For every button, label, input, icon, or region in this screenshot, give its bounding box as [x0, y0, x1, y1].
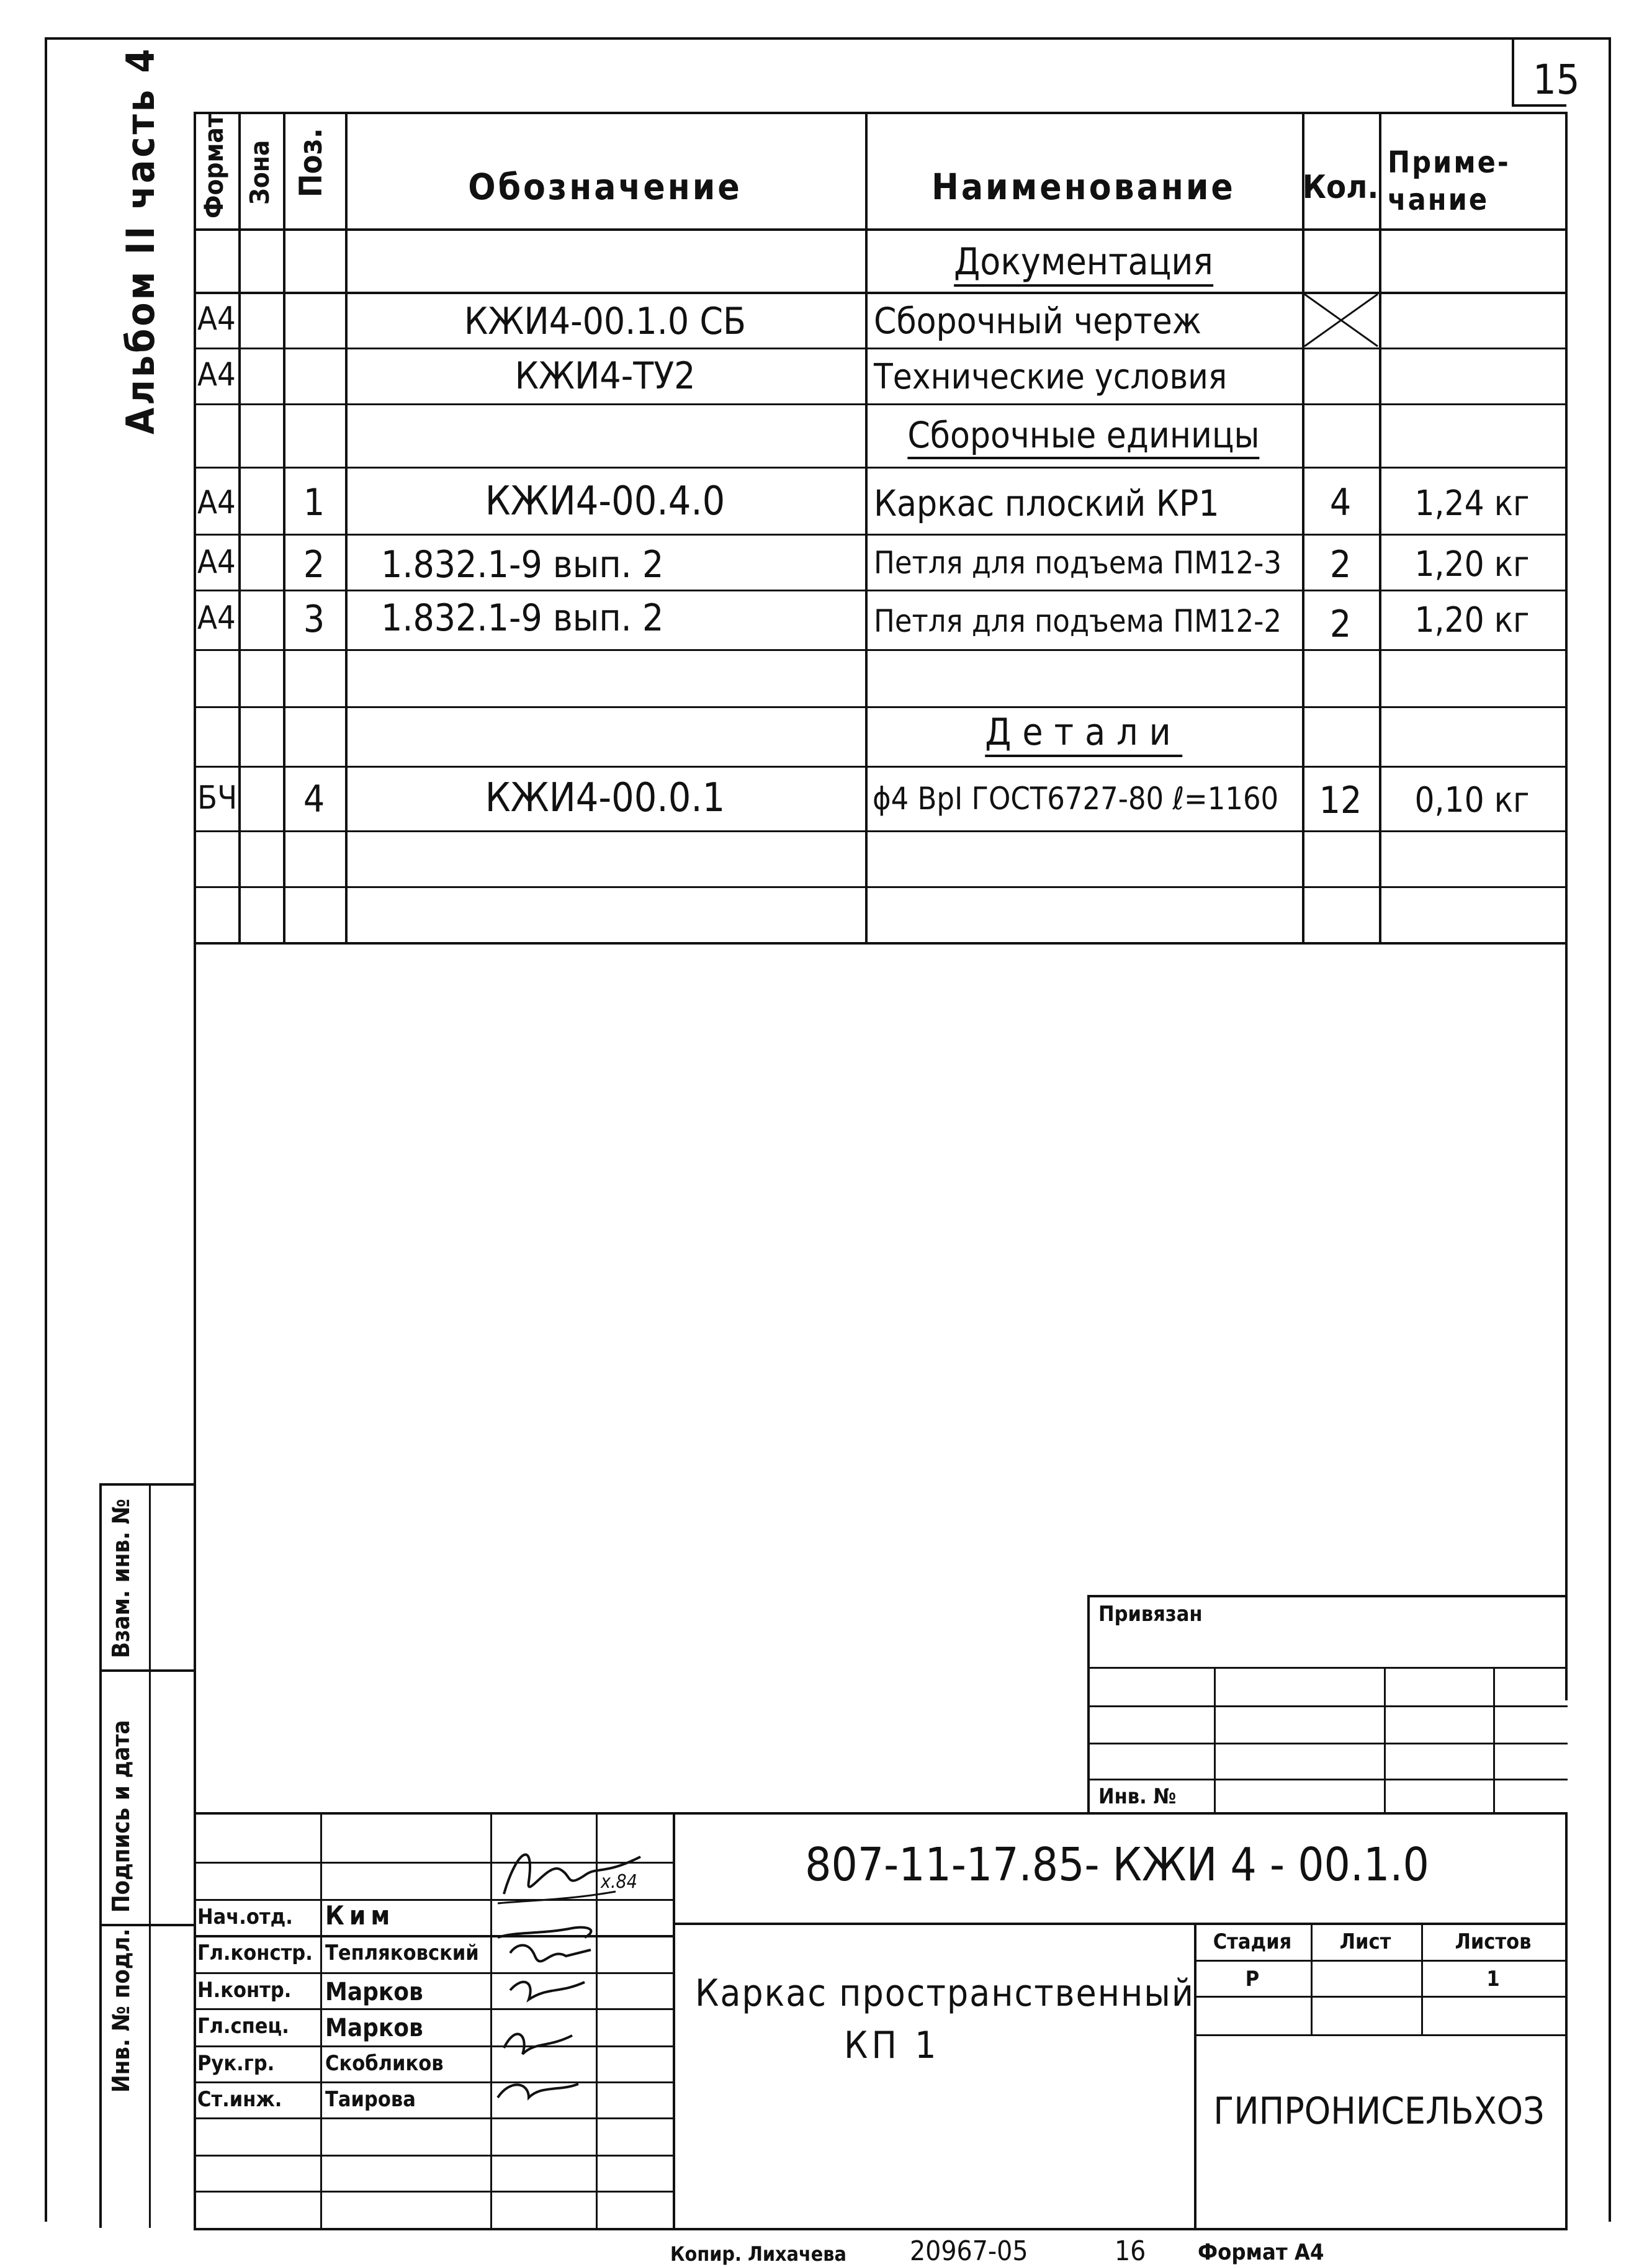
- staff-role-2: Н.контр.: [197, 1978, 292, 2003]
- row-5-format: А4: [197, 544, 236, 581]
- row-1-qty-cross: [1302, 292, 1379, 348]
- footer-copied: Копир. Лихачева: [670, 2242, 846, 2266]
- signatures: [492, 1813, 671, 2012]
- frame-top: [194, 112, 1568, 114]
- object-name-line2: КП 1: [844, 2024, 940, 2067]
- staff-role-3: Гл.спец.: [197, 2014, 289, 2039]
- staff-role-4: Рук.гр.: [197, 2051, 275, 2076]
- row-4-pos: 1: [303, 481, 325, 524]
- organization: ГИПРОНИСЕЛЬХОЗ: [1213, 2090, 1545, 2133]
- privyazan-inv-label: Инв. №: [1098, 1784, 1177, 1809]
- staff-name-3: Марков: [325, 2014, 423, 2042]
- row-6-name: Петля для подъема ПМ12-2: [874, 603, 1282, 639]
- stage-value: Р: [1245, 1967, 1260, 1991]
- row-6-format: А4: [197, 599, 236, 637]
- stage-label: Стадия: [1213, 1929, 1292, 1954]
- row-5-name: Петля для подъема ПМ12-3: [874, 545, 1282, 581]
- row-9-name: ϕ4 ВрI ГОСТ6727-80 ℓ=1160: [873, 781, 1279, 817]
- frame-left: [194, 112, 196, 2228]
- sheets-label: Листов: [1455, 1929, 1532, 1954]
- section-details: Детали: [985, 714, 1182, 757]
- row-4-qty: 4: [1329, 481, 1352, 524]
- sheet-number-box: [1512, 104, 1566, 107]
- row-6-qty: 2: [1329, 603, 1352, 646]
- row-4-designation: КЖИ4-00.4.0: [485, 478, 725, 524]
- footer-num: 16: [1115, 2235, 1146, 2267]
- staff-name-4: Скобликов: [325, 2051, 444, 2076]
- row-9-qty: 12: [1319, 779, 1362, 822]
- inv-podl-label: Инв. № подл.: [107, 1928, 135, 2093]
- footer-format: Формат А4: [1198, 2240, 1324, 2265]
- row-5-designation: 1.832.1-9 вып. 2: [381, 543, 664, 586]
- row-1-designation: КЖИ4-00.1.0 СБ: [464, 300, 747, 343]
- row-2-designation: КЖИ4-ТУ2: [514, 354, 696, 398]
- sheet-top-edge: [45, 37, 1609, 40]
- row-9-note: 0,10 кг: [1414, 780, 1530, 820]
- privyazan-label: Привязан: [1098, 1602, 1203, 1627]
- header-pos: Поз.: [293, 128, 329, 197]
- header-designation: Обозначение: [468, 166, 742, 208]
- sheet-label: Лист: [1339, 1929, 1391, 1954]
- header-zone: Зона: [245, 140, 275, 205]
- row-9-format: БЧ: [197, 779, 238, 817]
- staff-role-0: Нач.отд.: [197, 1905, 293, 1929]
- object-name-line1: Каркас пространственный: [695, 1972, 1195, 2015]
- row-6-pos: 3: [303, 598, 325, 641]
- section-documentation: Документация: [954, 243, 1213, 287]
- sheets-value: 1: [1486, 1967, 1500, 1991]
- staff-name-2: Марков: [325, 1978, 423, 2006]
- row-5-pos: 2: [303, 543, 325, 586]
- row-2-format: А4: [197, 356, 236, 393]
- row-2-name: Технические условия: [874, 357, 1228, 397]
- section-assembly-units: Сборочные единицы: [907, 417, 1259, 459]
- row-1-format: А4: [197, 300, 236, 338]
- frame-right: [1565, 112, 1568, 1700]
- staff-role-1: Гл.констр.: [197, 1941, 313, 1965]
- header-name: Наименование: [931, 166, 1236, 208]
- staff-role-5: Ст.инж.: [197, 2087, 282, 2112]
- header-format: Формат: [199, 114, 229, 218]
- album-title: Альбом II часть 4: [118, 46, 163, 434]
- row-4-note: 1,24 кг: [1414, 483, 1530, 524]
- header-qty: Кол.: [1302, 169, 1379, 206]
- signature-date: х.84: [601, 1871, 637, 1893]
- row-9-designation: КЖИ4-00.0.1: [485, 775, 725, 821]
- header-note: Приме- чание: [1388, 145, 1511, 217]
- sheet-left-edge: [45, 37, 47, 2222]
- staff-name-0: Ким: [325, 1900, 395, 1931]
- sheet-right-edge: [1609, 37, 1611, 2222]
- vzam-inv-label: Взам. инв. №: [107, 1498, 135, 1658]
- row-5-note: 1,20 кг: [1414, 544, 1530, 585]
- signatures-lower: [492, 2011, 597, 2116]
- row-6-designation: 1.832.1-9 вып. 2: [381, 596, 664, 640]
- sheet-number: 15: [1533, 56, 1580, 104]
- row-6-note: 1,20 кг: [1414, 600, 1530, 640]
- podpis-data-label: Подпись и дата: [107, 1720, 135, 1913]
- row-4-format: А4: [197, 484, 236, 521]
- row-1-name: Сборочный чертеж: [874, 300, 1201, 342]
- row-9-pos: 4: [303, 778, 325, 821]
- footer-order: 20967-05: [910, 2235, 1028, 2267]
- document-code: 807-11-17.85- КЖИ 4 - 00.1.0: [805, 1838, 1429, 1892]
- row-4-name: Каркас плоский КР1: [874, 482, 1219, 524]
- staff-name-5: Таирова: [325, 2087, 416, 2112]
- row-5-qty: 2: [1329, 543, 1352, 586]
- staff-name-1: Тепляковский: [325, 1941, 479, 1965]
